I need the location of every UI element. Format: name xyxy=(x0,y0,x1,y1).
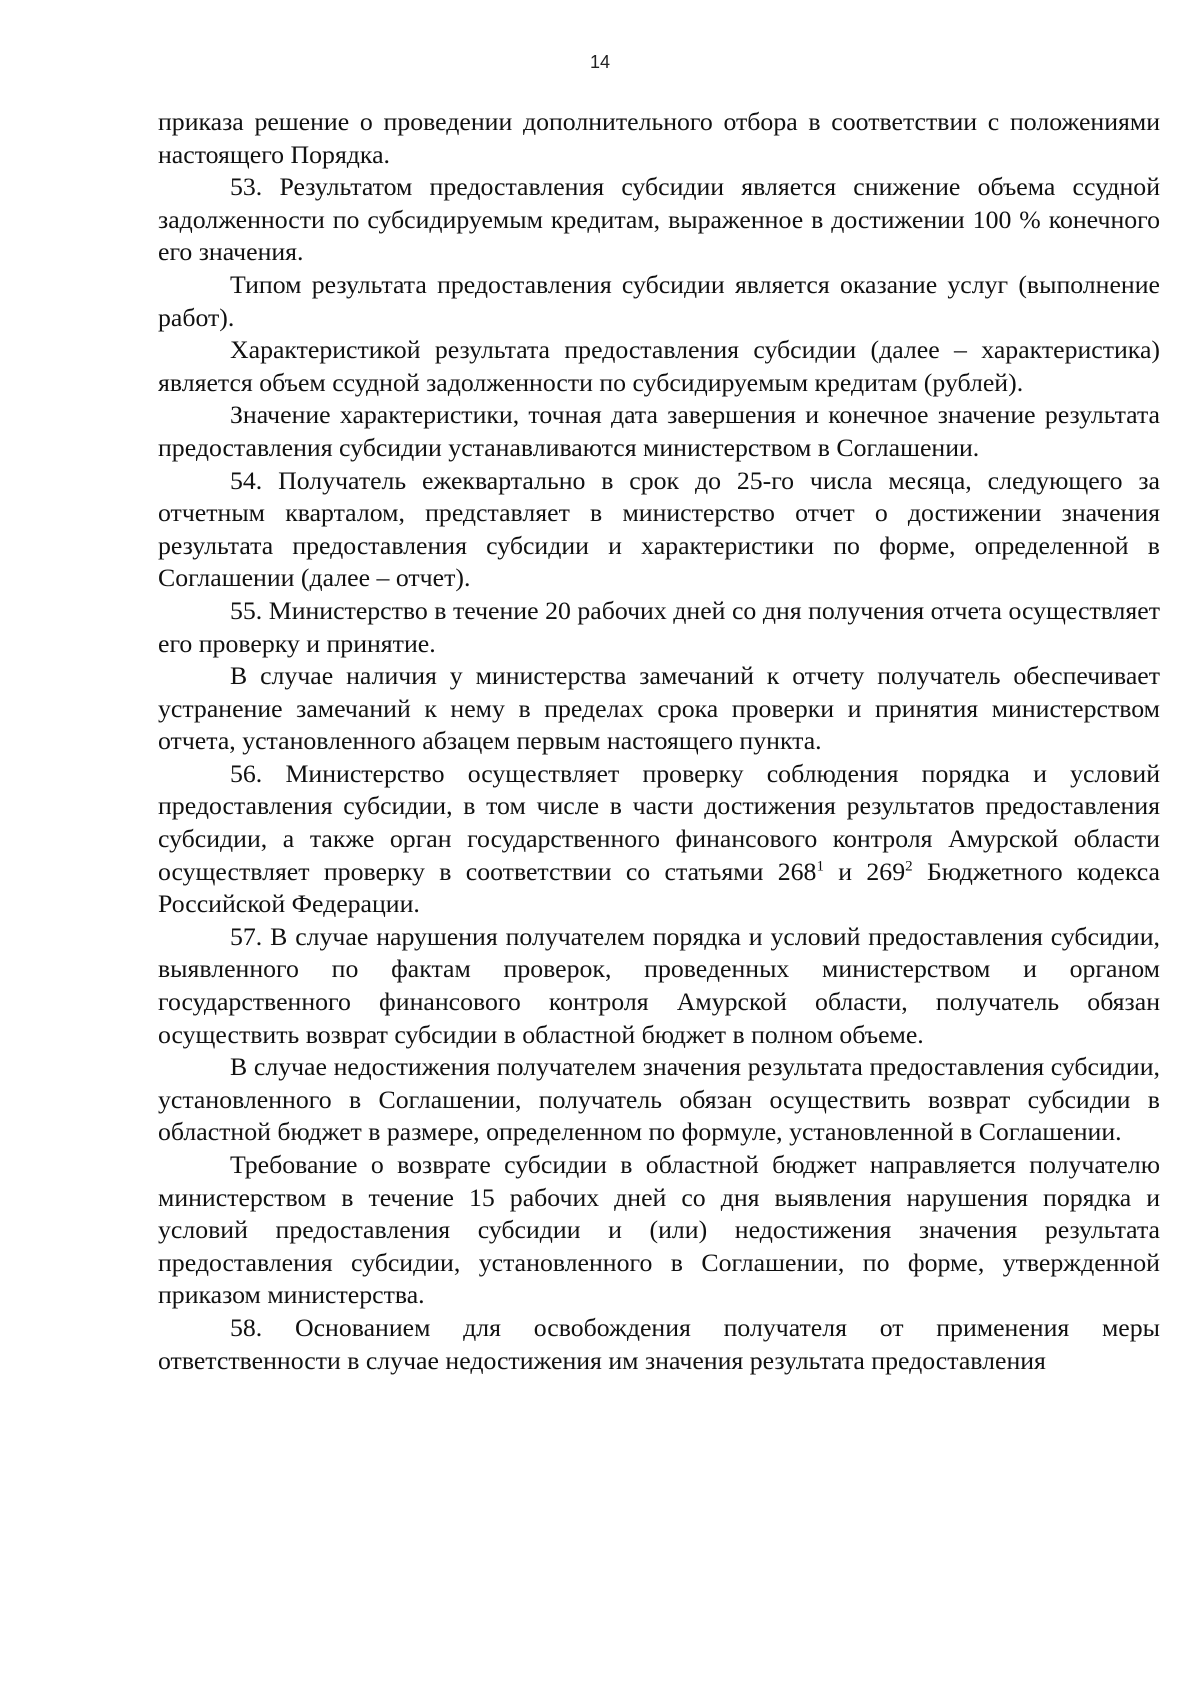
page-number: 14 xyxy=(589,52,611,72)
paragraph-57-violation-return: 57. В случае нарушения получателем порядка и условий предоставления субсидии, выявленного по фактам проверок, проведенных министерством и органом государственного финансового контроля Амурской области, получатель обязан осуществить возврат субсидии в областной бюджет в полном объеме. xyxy=(158,921,1160,1049)
paragraph-53-result: 53. Результатом предоставления субсидии является снижение объема ссудной задолженности по субсидируемым кредитам, выраженное в достижении 100 % конечного его значения. xyxy=(158,172,1160,267)
paragraph-54-report: 54. Получатель ежеквартально в срок до 25-го числа месяца, следующего за отчетным кварталом, представляет в министерство отчет о достижении значения результата предоставления субсидии и характеристики по форме, определенной в Соглашении (далее – отчет). xyxy=(158,465,1160,593)
paragraph-56-text-after: Бюджетного кодекса Российской Федерации. xyxy=(158,856,1160,919)
paragraph-continuation: приказа решение о проведении дополнительного отбора в соответствии с положениями настоящего Порядка. xyxy=(158,107,1160,169)
paragraph-53-characteristic-value: Значение характеристики, точная дата завершения и конечное значение результата предоставления субсидии устанавливаются министерством в Соглашении. xyxy=(158,400,1160,462)
paragraph-56-compliance-check xyxy=(158,758,1160,921)
paragraph-56-text-before: 56. Министерство осуществляет проверку соблюдения порядка и условий предоставления субсидии, в том числе в части достижения результатов предоставления субсидии, а также орган государственного финансового контроля Амурской области осуществляет проверку в соответствии со статьями 268 xyxy=(158,758,1160,886)
paragraph-56-text-middle: и 269 xyxy=(823,856,906,886)
paragraph-57-underachievement-return: В случае недостижения получателем значения результата предоставления субсидии, установленного в Соглашении, получатель обязан осуществить возврат субсидии в областной бюджет в размере, определенном по формуле, установленной в Соглашении. xyxy=(158,1052,1160,1147)
document-body xyxy=(158,106,1160,1377)
paragraph-57-return-demand: Требование о возврате субсидии в областной бюджет направляется получателю министерством в течение 15 рабочих дней со дня выявления нарушения порядка и условий предоставления субсидии и (или) недостижения значения результата предоставления субсидии, установленного в Соглашении, по форме, утвержденной приказом министерства. xyxy=(158,1150,1160,1310)
paragraph-58-exemption: 58. Основанием для освобождения получателя от применения меры ответственности в случае недостижения им значения результата предоставления xyxy=(158,1312,1160,1375)
paragraph-53-result-type: Типом результата предоставления субсидии является оказание услуг (выполнение работ). xyxy=(158,269,1160,332)
superscript-1: 1 xyxy=(816,858,824,875)
paragraph-55-verification: 55. Министерство в течение 20 рабочих дней со дня получения отчета осуществляет его проверку и принятие. xyxy=(158,595,1160,658)
paragraph-53-characteristic: Характеристикой результата предоставления субсидии (далее – характеристика) является объем ссудной задолженности по субсидируемым кредитам (рублей). xyxy=(158,335,1160,397)
paragraph-55-remarks: В случае наличия у министерства замечаний к отчету получатель обеспечивает устранение замечаний к нему в пределах срока проверки и принятия министерством отчета, установленного абзацем первым настоящего пункта. xyxy=(158,661,1160,756)
superscript-2: 2 xyxy=(905,858,913,875)
